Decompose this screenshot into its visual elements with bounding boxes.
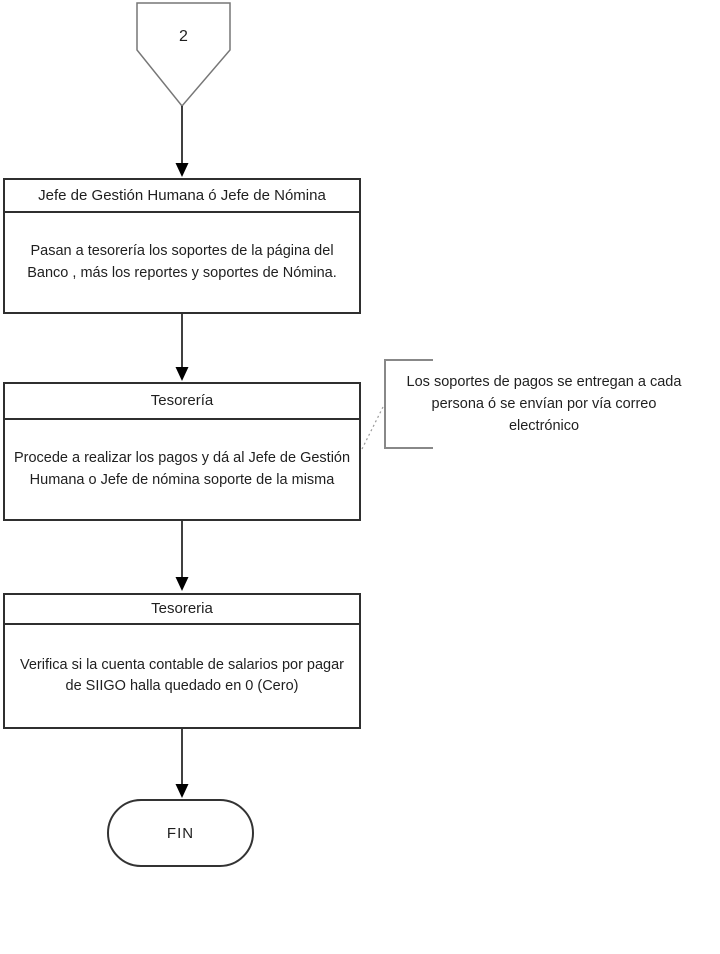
annotation-dotted-connector [362, 407, 383, 449]
flow-arrow-3-head [176, 577, 189, 591]
process-box-3-header: Tesoreria [5, 595, 359, 625]
process-box-2-header: Tesorería [5, 384, 359, 420]
process-box-1-header: Jefe de Gestión Humana ó Jefe de Nómina [5, 180, 359, 213]
process-box-tesoreria-pagos [3, 382, 361, 521]
process-box-jefe-gestion-humana [3, 178, 361, 314]
process-box-2-description: Procede a realizar los pagos y dá al Jefe de Gestión Humana o Jefe de nómina soporte de la misma [13, 450, 351, 488]
side-annotation-text: Los soportes de pagos se entregan a cada persona ó se envían por vía correo electrónico [406, 374, 682, 434]
off-page-connector-shape [137, 3, 230, 106]
process-box-tesoreria-verifica [3, 593, 361, 729]
process-box-3-description: Verifica si la cuenta contable de salarios por pagar de SIIGO halla quedado en 0 (Cero) [19, 656, 345, 694]
flow-arrow-4-head [176, 784, 189, 798]
off-page-connector-label: 2 [179, 28, 188, 45]
process-box-1-description: Pasan a tesorería los soportes de la página del Banco , más los reportes y soportes de Nómina. [27, 243, 337, 281]
flow-arrow-1-head [176, 163, 189, 177]
terminator-fin: FIN [107, 799, 254, 867]
flow-arrow-2-head [176, 367, 189, 381]
